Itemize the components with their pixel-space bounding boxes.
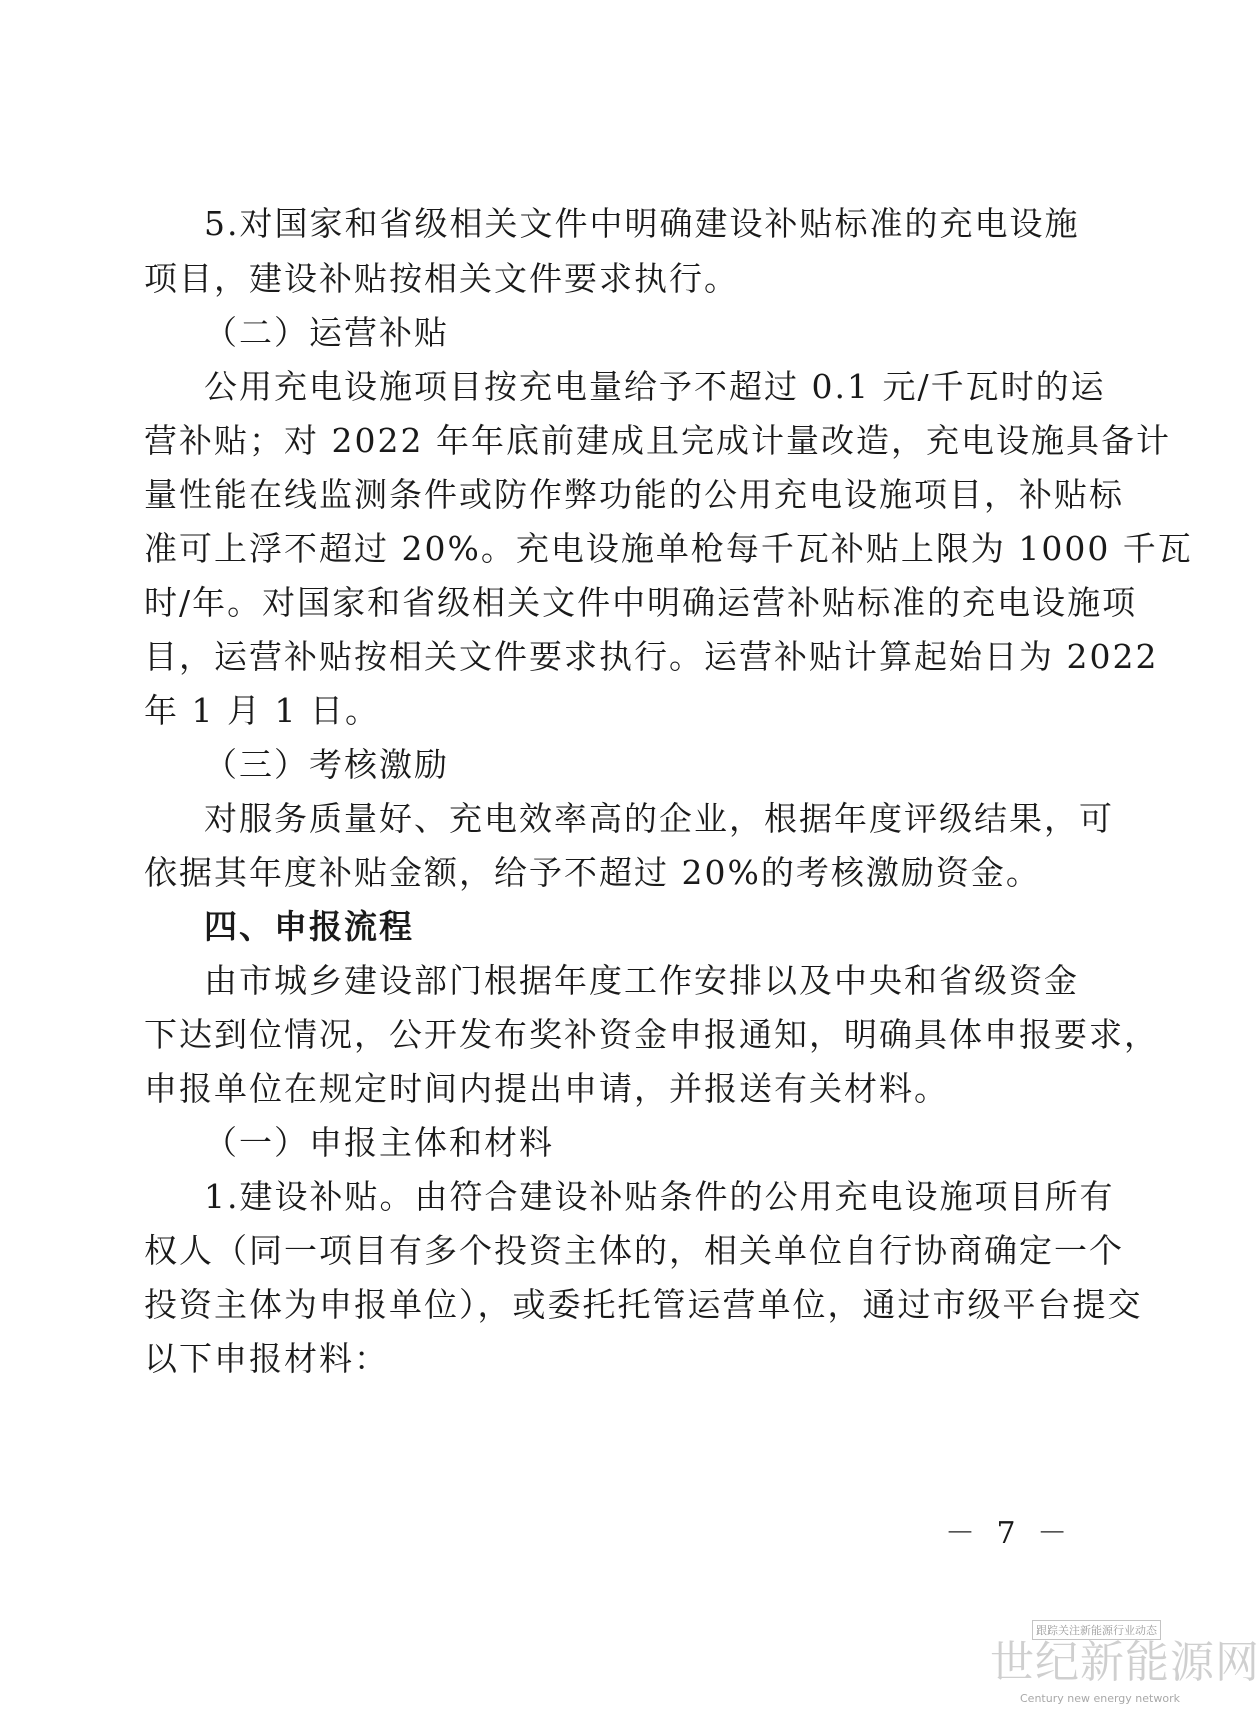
paragraph-line: 目，运营补贴按相关文件要求执行。运营补贴计算起始日为 2022 <box>144 637 1159 676</box>
paragraph-line: 下达到位情况，公开发布奖补资金申报通知，明确具体申报要求， <box>144 1015 1159 1054</box>
page-number: － 7 － <box>945 1516 1074 1551</box>
paragraph-line: 对服务质量好、充电效率高的企业，根据年度评级结果，可 <box>204 799 1114 838</box>
chapter-heading: 四、申报流程 <box>204 907 414 946</box>
watermark-tagline: 跟踪关注新能源行业动态 <box>1032 1620 1161 1640</box>
paragraph-line: 权人（同一项目有多个投资主体的，相关单位自行协商确定一个 <box>144 1231 1124 1270</box>
paragraph-line: 申报单位在规定时间内提出申请，并报送有关材料。 <box>144 1069 949 1108</box>
section-heading: （一）申报主体和材料 <box>204 1123 554 1162</box>
paragraph-line: 准可上浮不超过 20%。充电设施单枪每千瓦补贴上限为 1000 千瓦 <box>144 529 1193 568</box>
paragraph-line: 营补贴；对 2022 年年底前建成且完成计量改造，充电设施具备计 <box>144 421 1171 460</box>
paragraph-line: 公用充电设施项目按充电量给予不超过 0.1 元/千瓦时的运 <box>204 367 1106 406</box>
section-heading: （三）考核激励 <box>204 745 449 784</box>
paragraph-line: 年 1 月 1 日。 <box>144 691 380 730</box>
section-heading: （二）运营补贴 <box>204 313 449 352</box>
paragraph-line: 时/年。对国家和省级相关文件中明确运营补贴标准的充电设施项 <box>144 583 1138 622</box>
watermark-title: 世纪新能源网 <box>990 1637 1260 1688</box>
watermark-logo <box>990 1620 1260 1720</box>
paragraph-line: 量性能在线监测条件或防作弊功能的公用充电设施项目，补贴标 <box>144 475 1124 514</box>
paragraph-line: 1.建设补贴。由符合建设补贴条件的公用充电设施项目所有 <box>204 1177 1115 1216</box>
watermark-subtitle: Century new energy network <box>1020 1692 1180 1705</box>
paragraph-line: 依据其年度补贴金额，给予不超过 20%的考核激励资金。 <box>144 853 1041 892</box>
paragraph-line: 投资主体为申报单位），或委托托管运营单位，通过市级平台提交 <box>144 1285 1143 1324</box>
paragraph-line: 项目，建设补贴按相关文件要求执行。 <box>144 259 739 298</box>
paragraph-line: 以下申报材料： <box>144 1339 389 1378</box>
paragraph-line: 由市城乡建设部门根据年度工作安排以及中央和省级资金 <box>204 961 1079 1000</box>
paragraph-line: 5.对国家和省级相关文件中明确建设补贴标准的充电设施 <box>204 204 1080 243</box>
